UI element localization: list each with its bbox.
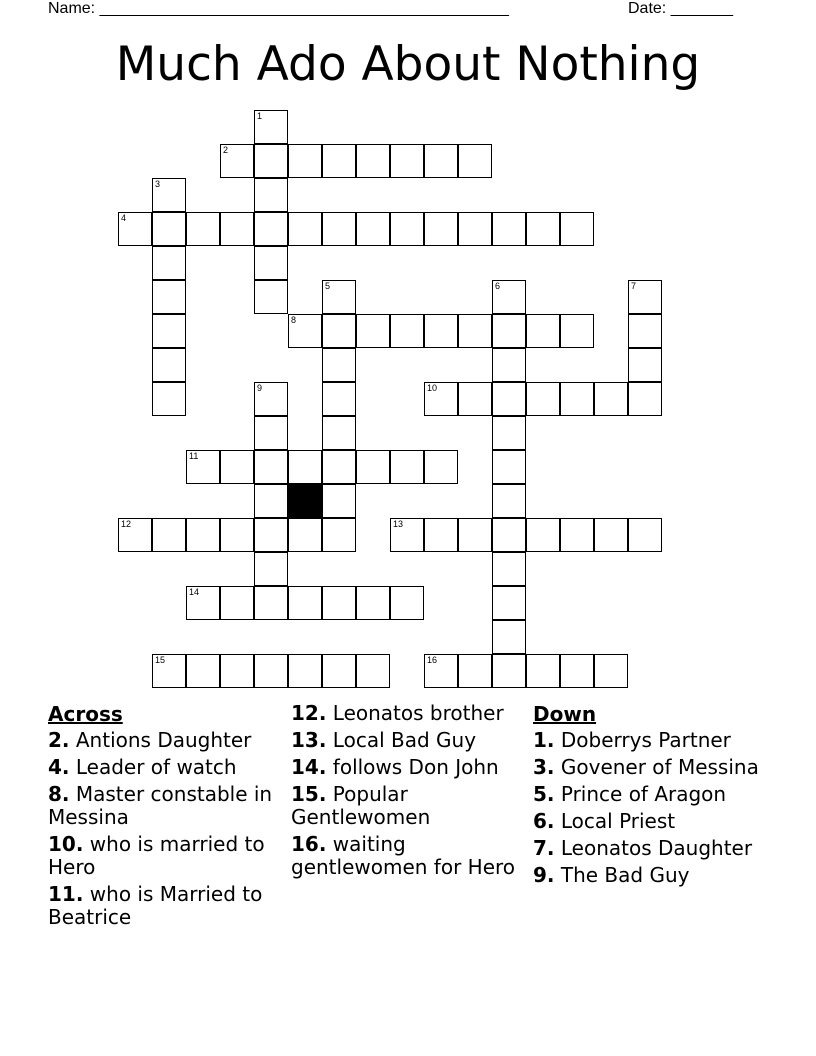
clue-number: 10. [48,832,84,856]
grid-cell[interactable] [458,314,492,348]
grid-cell[interactable] [254,484,288,518]
grid-cell[interactable] [356,654,390,688]
grid-cell[interactable] [322,382,356,416]
grid-cell[interactable] [118,212,152,246]
grid-cell[interactable] [628,314,662,348]
clue-number: 2 [223,145,229,155]
grid-cell[interactable] [492,586,526,620]
grid-cell[interactable] [152,314,186,348]
grid-cell[interactable] [356,450,390,484]
across-column-1 [48,702,278,933]
grid-cell[interactable] [322,280,356,314]
grid-cell[interactable] [322,586,356,620]
grid-cell[interactable] [220,654,254,688]
grid-cell[interactable] [526,212,560,246]
grid-cell[interactable] [152,280,186,314]
clue-text: Local Bad Guy [326,728,477,752]
grid-cell[interactable] [560,314,594,348]
grid-cell[interactable] [186,654,220,688]
down-heading: Down [533,702,597,726]
clue-number: 6 [495,281,501,291]
grid-cell[interactable] [322,518,356,552]
clue-number: 12 [121,519,132,529]
grid-cell[interactable] [322,416,356,450]
grid-cell[interactable] [186,518,220,552]
grid-cell[interactable] [288,212,322,246]
grid-cell[interactable] [220,450,254,484]
clue-number: 11. [48,882,84,906]
grid-cell[interactable] [254,552,288,586]
grid-cell[interactable] [322,348,356,382]
grid-cell[interactable] [424,450,458,484]
grid-cell[interactable] [288,654,322,688]
clue-text: waiting gentlewomen for Hero [291,832,516,879]
grid-cell[interactable] [322,144,356,178]
grid-cell[interactable] [492,654,526,688]
clue-number: 7. [533,836,555,860]
grid-cell[interactable] [492,552,526,586]
grid-cell[interactable] [526,518,560,552]
grid-cell[interactable] [186,212,220,246]
grid-cell[interactable] [526,654,560,688]
grid-cell[interactable] [322,314,356,348]
grid-cell[interactable] [390,450,424,484]
name-field: Name: ______________________________________________ [48,0,509,17]
grid-cell[interactable] [356,586,390,620]
clue-number: 6. [533,809,555,833]
clue-text: follows Don John [326,755,499,779]
clue-number: 8. [48,782,70,806]
date-field: Date: _______ [628,0,733,17]
clue-text: Leonatos brother [326,701,504,725]
grid-cell[interactable] [390,518,424,552]
grid-cell[interactable] [424,212,458,246]
grid-cell[interactable] [186,586,220,620]
across-clue [291,756,521,779]
clue-number: 15 [155,655,166,665]
grid-cell[interactable] [186,450,220,484]
grid-cell[interactable] [492,212,526,246]
across-heading: Across [48,702,123,726]
grid-cell[interactable] [254,280,288,314]
grid-cell[interactable] [220,518,254,552]
grid-cell[interactable] [356,212,390,246]
grid-cell[interactable] [152,178,186,212]
clue-text: who is Married to Beatrice [48,882,263,929]
across-clue [291,702,521,725]
grid-cell[interactable] [254,212,288,246]
grid-cell[interactable] [458,382,492,416]
clue-text: Popular Gentlewomen [291,782,431,829]
grid-cell[interactable] [254,518,288,552]
clue-number: 16. [291,832,327,856]
grid-cell[interactable] [628,382,662,416]
grid-cell[interactable] [254,246,288,280]
grid-cell[interactable] [492,620,526,654]
grid-cell[interactable] [526,382,560,416]
grid-cell[interactable] [152,212,186,246]
grid-cell[interactable] [254,144,288,178]
clue-number: 4 [121,213,127,223]
grid-cell[interactable] [254,178,288,212]
clue-text: Govener of Messina [554,755,759,779]
clue-number: 12. [291,701,327,725]
grid-cell[interactable] [322,654,356,688]
grid-cell[interactable] [254,416,288,450]
grid-cell[interactable] [322,484,356,518]
clue-number: 1. [533,728,555,752]
down-clue [533,864,763,887]
grid-cell[interactable] [424,382,458,416]
grid-cell[interactable] [492,348,526,382]
grid-cell[interactable] [288,144,322,178]
clue-number: 3 [155,179,161,189]
grid-cell[interactable] [220,586,254,620]
grid-cell[interactable] [356,314,390,348]
grid-cell[interactable] [492,484,526,518]
grid-cell[interactable] [390,314,424,348]
down-clue [533,756,763,779]
clue-number: 9 [257,383,263,393]
across-clue [48,756,278,779]
grid-cell[interactable] [152,246,186,280]
clue-number: 14 [189,587,200,597]
grid-cell[interactable] [628,518,662,552]
grid-cell[interactable] [152,518,186,552]
clue-number: 15. [291,782,327,806]
clue-text: The Bad Guy [554,863,690,887]
grid-cell[interactable] [560,382,594,416]
down-clue [533,729,763,752]
down-clue [533,837,763,860]
grid-cell[interactable] [390,586,424,620]
clue-text: Master constable in Messina [48,782,273,829]
clue-number: 11 [189,451,199,461]
grid-cell[interactable] [492,314,526,348]
grid-cell[interactable] [254,654,288,688]
grid-cell[interactable] [492,450,526,484]
grid-cell[interactable] [220,212,254,246]
clue-text: Doberrys Partner [554,728,731,752]
clue-number: 10 [427,383,438,393]
clue-number: 4. [48,755,70,779]
clue-text: Antions Daughter [69,728,252,752]
grid-cell[interactable] [254,110,288,144]
grid-cell[interactable] [628,280,662,314]
clue-number: 13 [393,519,404,529]
grid-cell[interactable] [254,450,288,484]
across-clue [291,729,521,752]
grid-cell[interactable] [288,314,322,348]
page-title: Much Ado About Nothing [115,37,701,92]
clue-number: 9. [533,863,555,887]
grid-cell[interactable] [492,416,526,450]
clue-text: Local Priest [554,809,676,833]
down-clue [533,810,763,833]
grid-cell[interactable] [458,212,492,246]
grid-cell[interactable] [322,450,356,484]
grid-cell[interactable] [458,144,492,178]
grid-cell[interactable] [254,586,288,620]
grid-cell[interactable] [560,518,594,552]
grid-cell[interactable] [356,144,390,178]
across-clue [291,783,521,829]
clue-number: 8 [291,315,297,325]
across-clue [48,833,278,879]
clue-number: 1 [257,111,263,121]
clue-text: who is married to Hero [48,832,265,879]
across-clue [291,833,521,879]
grid-cell[interactable] [254,382,288,416]
grid-cell[interactable] [594,382,628,416]
grid-cell[interactable] [288,450,322,484]
grid-cell[interactable] [424,314,458,348]
grid-cell[interactable] [560,654,594,688]
grid-cell[interactable] [492,280,526,314]
clue-number: 16 [427,655,438,665]
grid-cell[interactable] [152,654,186,688]
grid-cell[interactable] [594,518,628,552]
grid-cell[interactable] [628,348,662,382]
grid-cell[interactable] [288,586,322,620]
grid-cell[interactable] [390,144,424,178]
grid-cell[interactable] [424,654,458,688]
grid-cell[interactable] [492,382,526,416]
clue-number: 2. [48,728,70,752]
grid-cell[interactable] [424,518,458,552]
clue-number: 14. [291,755,327,779]
grid-cell[interactable] [152,348,186,382]
grid-cell[interactable] [594,654,628,688]
down-column [533,702,763,891]
grid-cell[interactable] [322,212,356,246]
clue-number: 13. [291,728,327,752]
clue-text: Leader of watch [69,755,237,779]
across-clue [48,729,278,752]
clue-text: Prince of Aragon [554,782,727,806]
grid-cell[interactable] [458,654,492,688]
clue-number: 3. [533,755,555,779]
grid-cell[interactable] [492,518,526,552]
grid-cell[interactable] [458,518,492,552]
grid-cell[interactable] [220,144,254,178]
across-clue [48,883,278,929]
grid-cell[interactable] [152,382,186,416]
grid-cell[interactable] [288,518,322,552]
clue-number: 5. [533,782,555,806]
grid-cell[interactable] [560,212,594,246]
black-cell [288,484,322,518]
clue-number: 5 [325,281,331,291]
grid-cell[interactable] [424,144,458,178]
grid-cell[interactable] [390,212,424,246]
down-clue [533,783,763,806]
clue-number: 7 [631,281,637,291]
grid-cell[interactable] [118,518,152,552]
grid-cell[interactable] [526,314,560,348]
clue-text: Leonatos Daughter [554,836,753,860]
across-column-2 [291,702,521,883]
across-clue [48,783,278,829]
